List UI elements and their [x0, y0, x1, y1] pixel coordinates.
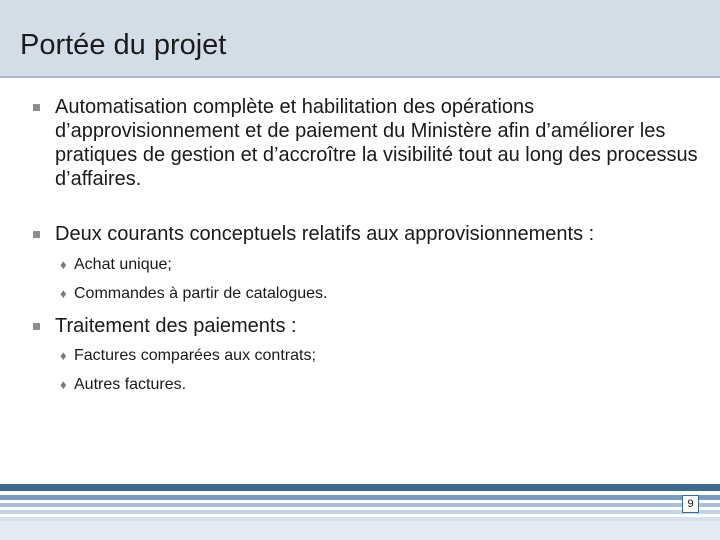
- square-bullet-icon: [33, 104, 40, 111]
- slide-title: Portée du projet: [20, 29, 227, 61]
- diamond-bullet-icon: ♦: [60, 286, 67, 301]
- sub-bullet-text: Factures comparées aux contrats;: [74, 347, 316, 364]
- bullet-text: Automatisation complète et habilitation des opérations d’approvisionnement et de paiement du Ministère afin d’améliorer les pratiques de gestion et d’accroître la visibilité tout au long des processus d’affaires.: [55, 96, 698, 190]
- sub-bullet-text: Commandes à partir de catalogues.: [74, 285, 328, 302]
- square-bullet-icon: [33, 231, 40, 238]
- page-number: 9: [682, 495, 699, 513]
- footer-band: [0, 484, 720, 540]
- square-bullet-icon: [33, 323, 40, 330]
- diamond-bullet-icon: ♦: [60, 377, 67, 392]
- sub-bullet-text: Autres factures.: [74, 376, 187, 393]
- bullet-text: Deux courants conceptuels relatifs aux approvisionnements :: [55, 223, 595, 245]
- diamond-bullet-icon: ♦: [60, 348, 67, 363]
- footer-stripe: [0, 521, 720, 540]
- bullet-text: Traitement des paiements :: [55, 315, 297, 337]
- title-bar: [0, 0, 720, 78]
- footer-stripe: [0, 484, 720, 491]
- sub-bullet-text: Achat unique;: [74, 256, 172, 273]
- diamond-bullet-icon: ♦: [60, 257, 67, 272]
